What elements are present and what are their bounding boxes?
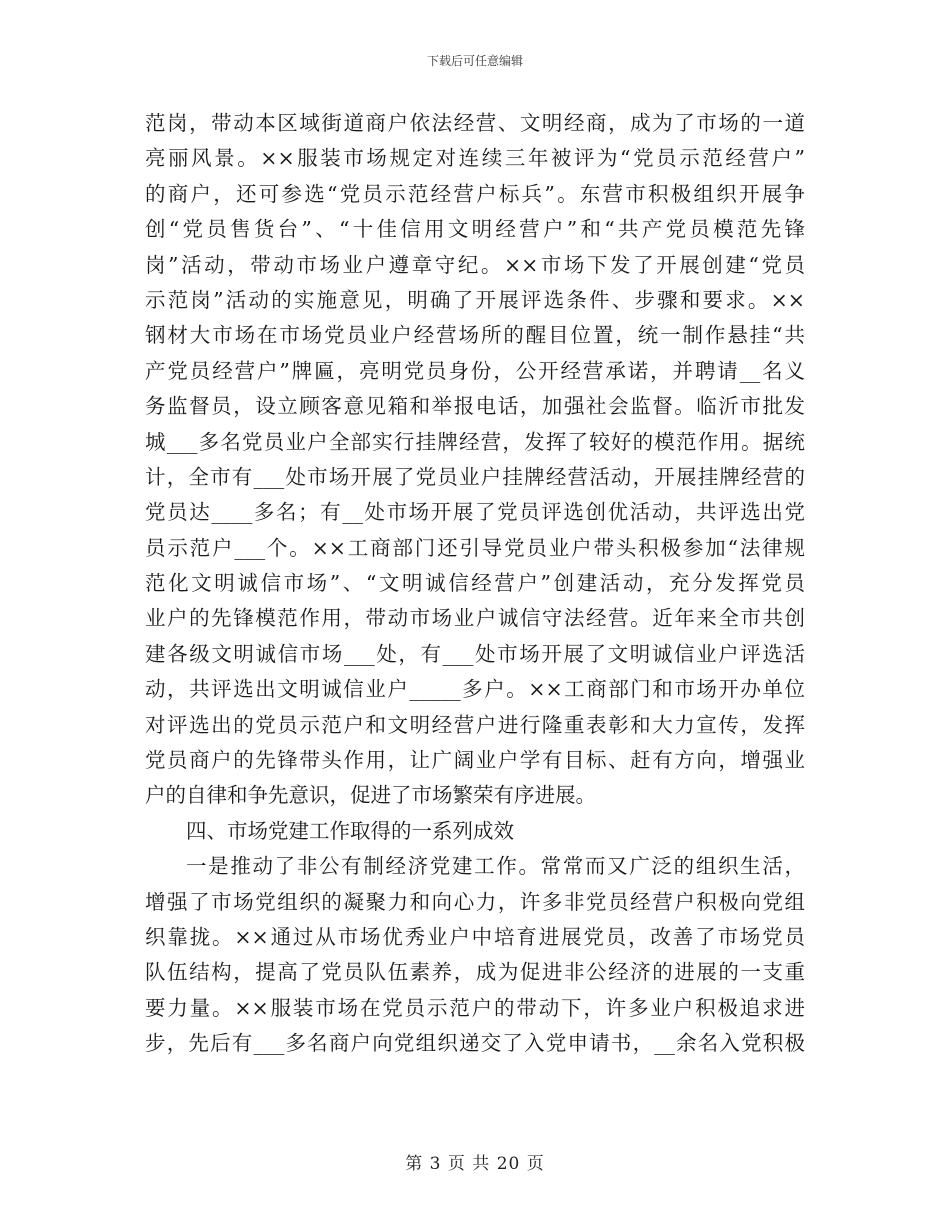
section-heading: 四、市场党建工作取得的一系列成效 xyxy=(186,818,514,843)
document-body xyxy=(145,106,805,1062)
paragraph-line: 户的自律和争先意识，促进了市场繁荣有序进展。 xyxy=(145,783,596,808)
paragraph-line: 亮丽风景。××服装市场规定对连续三年被评为“党员示范经营户” xyxy=(145,146,805,171)
paragraph-line: 步，先后有___多名商户向党组织递交了入党申请书，__余名入党积极 xyxy=(145,1031,805,1056)
paragraph-line: 计，全市有___处市场开展了党员业户挂牌经营活动，开展挂牌经营的 xyxy=(145,464,805,489)
paragraph-line: 创“党员售货台”、“十佳信用文明经营户”和“共产党员模范先锋 xyxy=(145,217,805,242)
paragraph-line: 建各级文明诚信市场___处，有___处市场开展了文明诚信业户评选活 xyxy=(145,641,805,666)
paragraph-line: 产党员经营户”牌匾，亮明党员身份，公开经营承诺，并聘请__名义 xyxy=(145,358,805,383)
paragraph-line: 钢材大市场在市场党员业户经营场所的醒目位置，统一制作悬挂“共 xyxy=(145,323,805,348)
paragraph-line: 员示范户___个。××工商部门还引导党员业户带头积极参加“法律规 xyxy=(145,535,805,560)
paragraph-line: 岗”活动，带动市场业户遵章守纪。××市场下发了开展创建“党员 xyxy=(145,252,805,277)
page-number: 第 3 页 共 20 页 xyxy=(405,1154,545,1174)
paragraph-line: 范岗，带动本区域街道商户依法经营、文明经商，成为了市场的一道 xyxy=(145,111,805,135)
paragraph-line: 增强了市场党组织的凝聚力和向心力，许多非党员经营户积极向党组 xyxy=(145,889,805,914)
paragraph-line: 队伍结构，提高了党员队伍素养，成为促进非公经济的进展的一支重 xyxy=(145,960,805,985)
paragraph-line: 范化文明诚信市场”、“文明诚信经营户”创建活动，充分发挥党员 xyxy=(145,571,805,596)
page-header: 下载后可任意编辑 xyxy=(426,54,523,68)
paragraph-line: 要力量。××服装市场在党员示范户的带动下，许多业户积极追求进 xyxy=(145,995,805,1020)
paragraph-line: 城___多名党员业户全部实行挂牌经营，发挥了较好的模范作用。据统 xyxy=(145,429,805,454)
paragraph-line: 党员商户的先锋带头作用，让广阔业户学有目标、赶有方向，增强业 xyxy=(145,748,805,773)
paragraph-line: 的商户，还可参选“党员示范经营户标兵”。东营市积极组织开展争 xyxy=(145,181,805,206)
paragraph-line: 一是推动了非公有制经济党建工作。常常而又广泛的组织生活， xyxy=(186,854,805,879)
paragraph-line: 务监督员，设立顾客意见箱和举报电话，加强社会监督。临沂市批发 xyxy=(145,394,805,419)
paragraph-line: 党员达____多名；有__处市场开展了党员评选创优活动，共评选出党 xyxy=(145,500,805,525)
paragraph-line: 动，共评选出文明诚信业户_____多户。××工商部门和市场开办单位 xyxy=(145,677,805,702)
paragraph-line: 对评选出的党员示范户和文明经营户进行隆重表彰和大力宣传，发挥 xyxy=(145,712,805,737)
paragraph-line: 织靠拢。××通过从市场优秀业户中培育进展党员，改善了市场党员 xyxy=(145,924,805,949)
paragraph-line: 业户的先锋模范作用，带动市场业户诚信守法经营。近年来全市共创 xyxy=(145,606,805,631)
paragraph-line: 示范岗”活动的实施意见，明确了开展评选条件、步骤和要求。×× xyxy=(145,287,805,312)
